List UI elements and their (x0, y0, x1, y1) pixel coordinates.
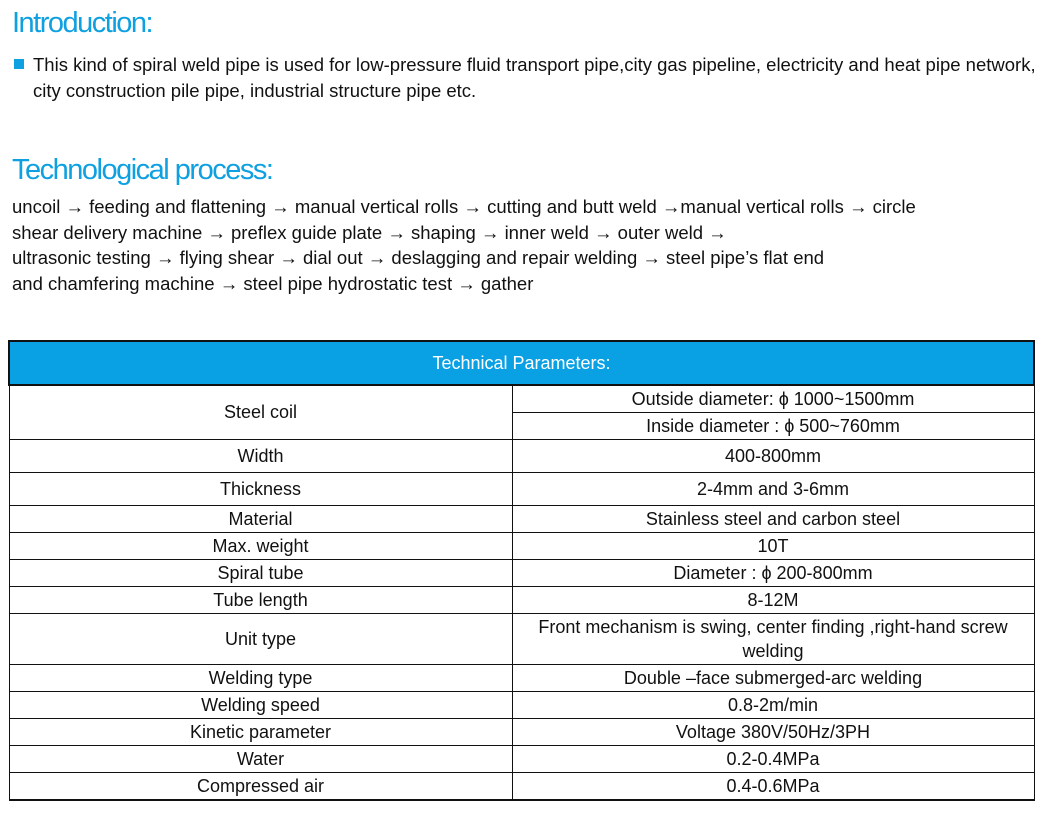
process-line: ultrasonic testing → flying shear → dial out → deslagging and repair welding → steel pipe’s flat end (12, 247, 825, 268)
param-name: Welding speed (9, 692, 512, 719)
param-value: Diameter : ϕ 200-800mm (512, 560, 1034, 587)
param-name: Kinetic parameter (9, 719, 512, 746)
param-value: Voltage 380V/50Hz/3PH (512, 719, 1034, 746)
table-row (9, 560, 1034, 587)
table-row (9, 385, 1034, 413)
param-name: Spiral tube (9, 560, 512, 587)
table-row (9, 614, 1034, 665)
process-flow (12, 194, 1052, 296)
table-row (9, 773, 1034, 801)
param-name: Max. weight (9, 533, 512, 560)
table-row (9, 533, 1034, 560)
param-value: 400-800mm (512, 440, 1034, 473)
table-row (9, 506, 1034, 533)
param-value: 8-12M (512, 587, 1034, 614)
param-name: Material (9, 506, 512, 533)
param-value: 0.8-2m/min (512, 692, 1034, 719)
param-name: Tube length (9, 587, 512, 614)
param-value: Outside diameter: ϕ 1000~1500mm (512, 385, 1034, 413)
param-name: Thickness (9, 473, 512, 506)
process-line: and chamfering machine → steel pipe hydrostatic test → gather (12, 272, 534, 294)
table-row (9, 719, 1034, 746)
param-name: Welding type (9, 665, 512, 692)
introduction-paragraph (14, 52, 1044, 104)
table-header: Technical Parameters: (9, 341, 1034, 385)
process-line: uncoil → feeding and flattening → manual vertical rolls → cutting and butt weld →manual vertical rolls → circle (12, 196, 916, 217)
introduction-heading: Introduction: (12, 7, 153, 39)
param-value: 0.4-0.6MPa (512, 773, 1034, 801)
param-value: 0.2-0.4MPa (512, 746, 1034, 773)
table-row (9, 665, 1034, 692)
param-name: Width (9, 440, 512, 473)
param-name: Compressed air (9, 773, 512, 801)
table-row (9, 746, 1034, 773)
param-value: Front mechanism is swing, center finding ,right-hand screw welding (512, 614, 1034, 665)
param-name: Steel coil (9, 385, 512, 440)
table-row (9, 440, 1034, 473)
param-value: Inside diameter : ϕ 500~760mm (512, 413, 1034, 440)
param-name: Unit type (9, 614, 512, 665)
param-value: Double –face submerged-arc welding (512, 665, 1034, 692)
param-name: Water (9, 746, 512, 773)
param-value: Stainless steel and carbon steel (512, 506, 1034, 533)
table-row (9, 692, 1034, 719)
param-value: 2-4mm and 3-6mm (512, 473, 1034, 506)
square-bullet-icon (14, 59, 24, 69)
table-row (9, 587, 1034, 614)
technical-parameters-table (8, 340, 1035, 801)
introduction-text: This kind of spiral weld pipe is used for low-pressure fluid transport pipe,city gas pipeline, electricity and heat pipe network, city construction pile pipe, industrial structure pipe etc. (33, 54, 1036, 101)
process-heading: Technological process: (12, 154, 273, 186)
param-value: 10T (512, 533, 1034, 560)
process-line: shear delivery machine → preflex guide plate → shaping → inner weld → outer weld → (12, 221, 727, 243)
table-row (9, 473, 1034, 506)
